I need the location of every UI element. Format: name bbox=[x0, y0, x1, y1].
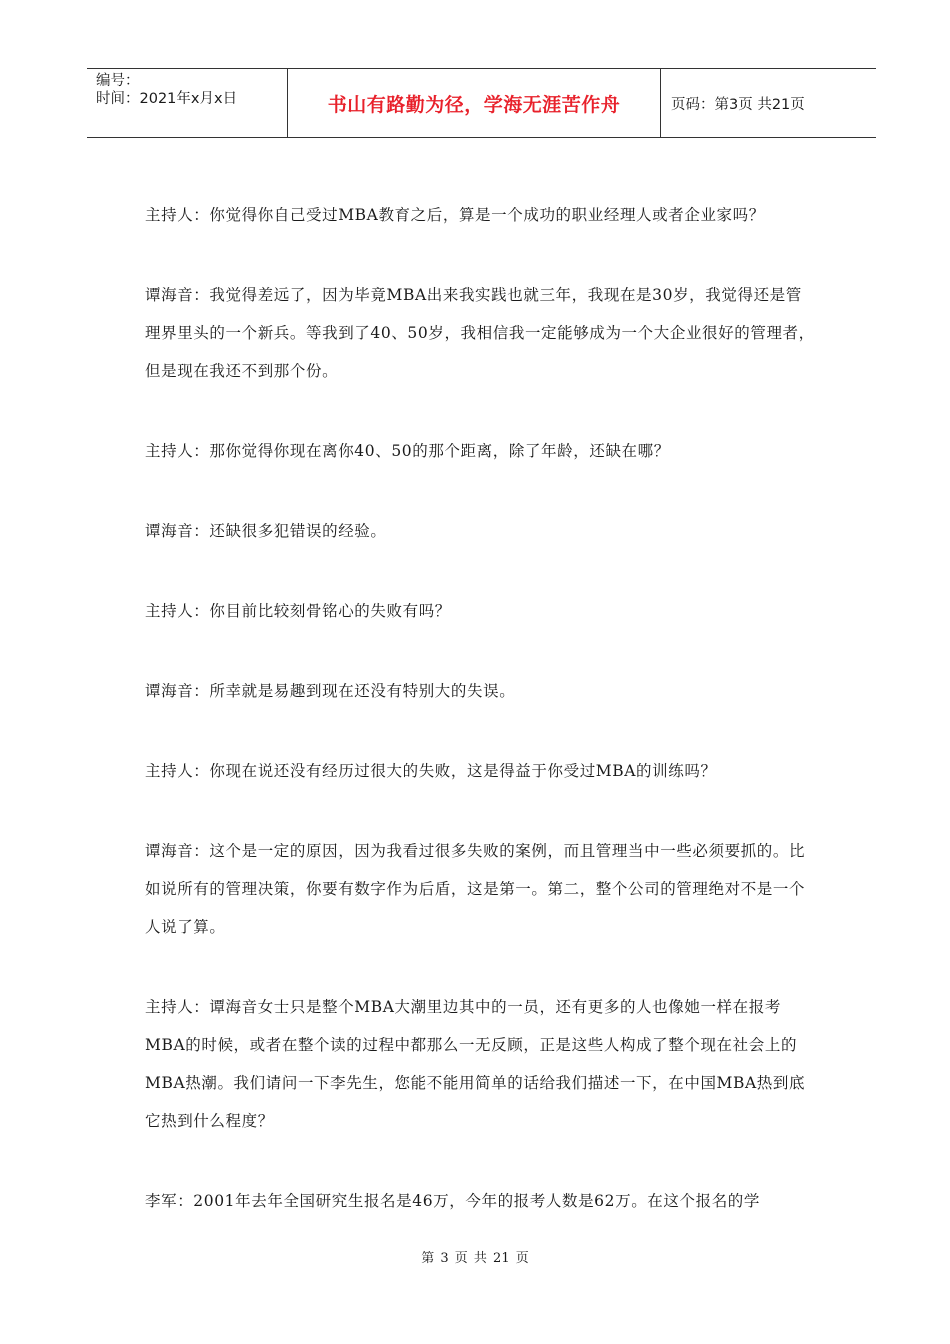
paragraph-host-question-2: 主持人：那你觉得你现在离你40、50的那个距离，除了年龄，还缺在哪？ bbox=[145, 442, 670, 460]
paragraph-host-question-1: 主持人：你觉得你自己受过MBA教育之后，算是一个成功的职业经理人或者企业家吗？ bbox=[145, 206, 765, 224]
header-page-label: 页码：第3页 共21页 bbox=[671, 96, 805, 113]
paragraph-tan-answer-3: 谭海音：所幸就是易趣到现在还没有特别大的失误。 bbox=[145, 682, 516, 700]
paragraph-tan-answer-1: 谭海音：我觉得差远了，因为毕竟MBA出来我实践也就三年，我现在是30岁，我觉得还是管理界里头的一个新兵。等我到了40、50岁，我相信我一定能够成为一个大企业很好的管理者，但是现在我还不到那个份。 bbox=[145, 286, 815, 380]
header-motto-cell bbox=[288, 69, 661, 137]
header-meta bbox=[87, 69, 288, 137]
document-number-label: 编号： bbox=[96, 73, 140, 89]
paragraph-host-question-3: 主持人：你目前比较刻骨铭心的失败有吗？ bbox=[145, 602, 451, 620]
header-page-cell bbox=[661, 69, 876, 137]
paragraph-host-question-5: 主持人：谭海音女士只是整个MBA大潮里边其中的一员，还有更多的人也像她一样在报考MBA的时候，或者在整个读的过程中都那么一无反顾，正是这些人构成了整个现在社会上的MBA热潮。我们请问一下李先生，您能不能用简单的话给我们描述一下，在中国MBA热到底它热到什么程度？ bbox=[145, 998, 806, 1130]
document-body bbox=[145, 196, 817, 1220]
paragraph-li-answer-1: 李军：2001年去年全国研究生报名是46万，今年的报考人数是62万。在这个报名的学 bbox=[145, 1192, 760, 1210]
paragraph-tan-answer-4: 谭海音：这个是一定的原因，因为我看过很多失败的案例，而且管理当中一些必须要抓的。比如说所有的管理决策，你要有数字作为后盾，这是第一。第二，整个公司的管理绝对不是一个人说了算。 bbox=[145, 842, 806, 936]
document-time-label: 时间：2021年x月x日 bbox=[96, 91, 238, 107]
header-motto: 书山有路勤为径，学海无涯苦作舟 bbox=[327, 93, 621, 116]
paragraph-tan-answer-2: 谭海音：还缺很多犯错误的经验。 bbox=[145, 522, 387, 540]
document-header bbox=[87, 68, 876, 138]
paragraph-host-question-4: 主持人：你现在说还没有经历过很大的失败，这是得益于你受过MBA的训练吗？ bbox=[145, 762, 717, 780]
page-footer: 第 3 页 共 21 页 bbox=[421, 1251, 529, 1266]
